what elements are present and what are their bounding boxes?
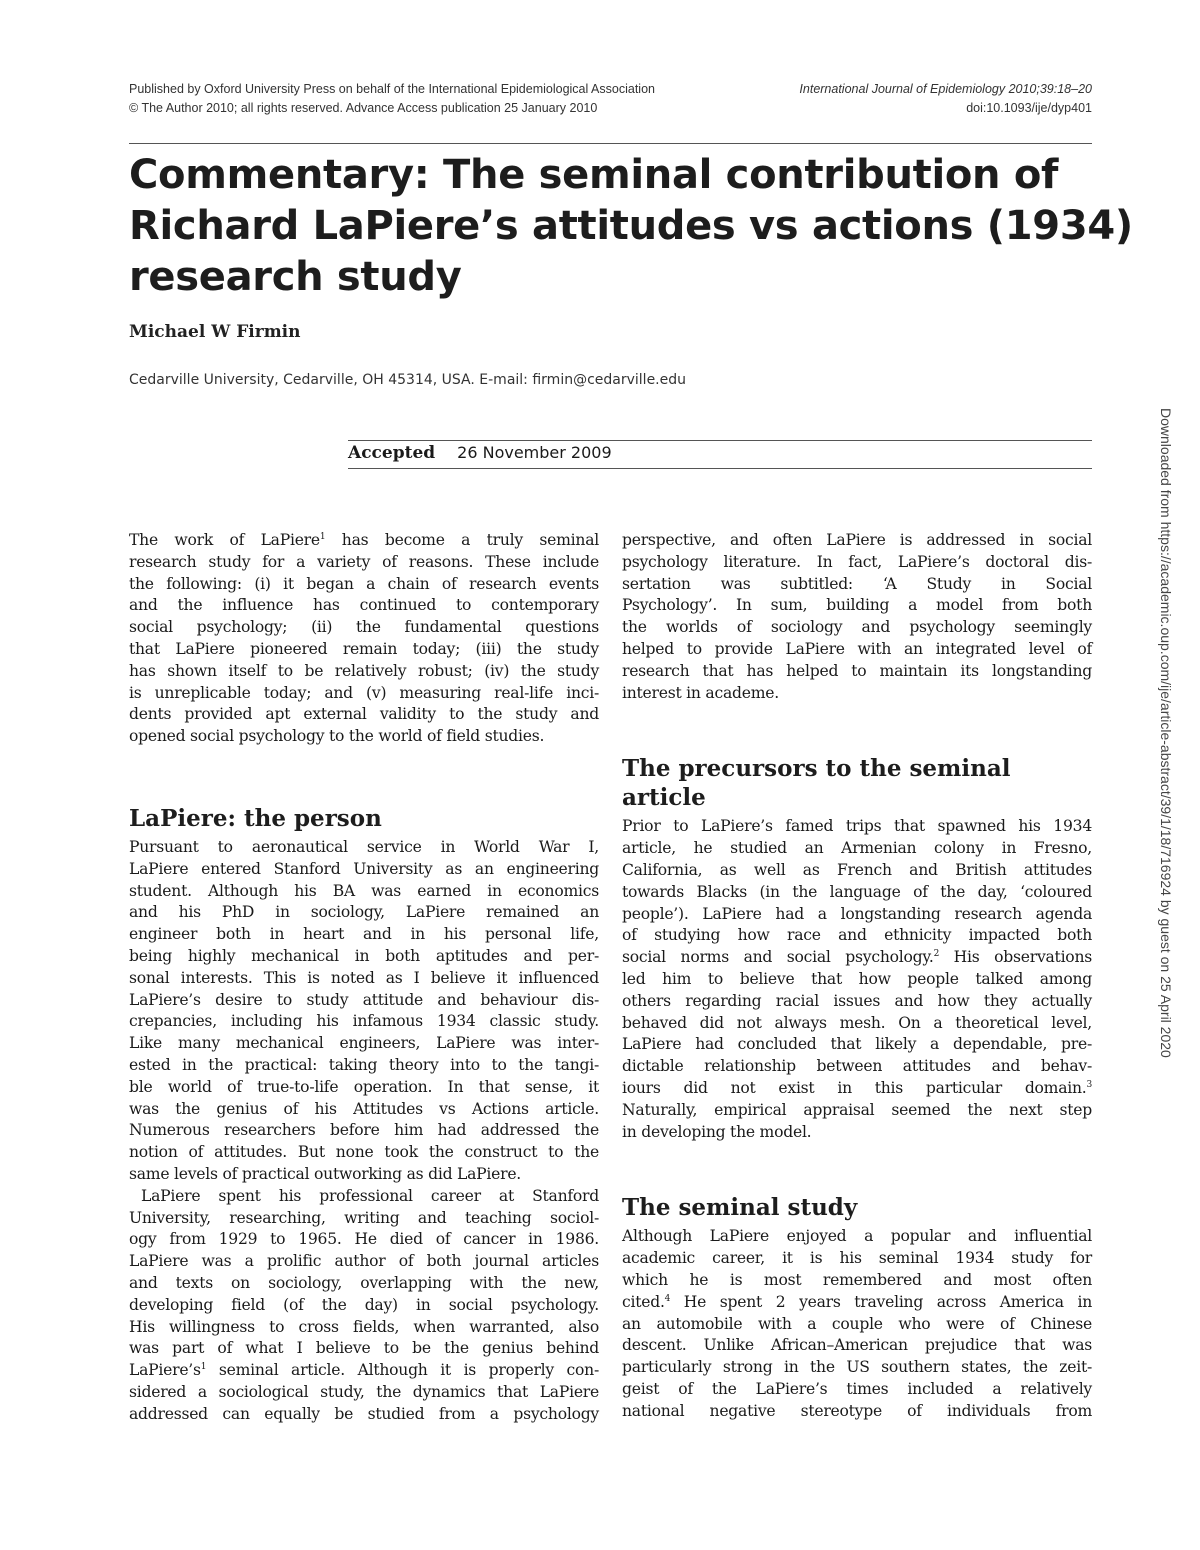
left-column [129,530,599,1425]
body-line: His willingness to cross fields, when warranted, also [129,1317,599,1336]
body-line: LaPiere’s desire to study attitude and behaviour dis- [129,990,599,1009]
header-rule [129,143,1092,144]
body-line: that LaPiere pioneered remain today; (iii) the study [129,639,599,658]
body-line: dictable relationship between attitudes and behav- [622,1057,1092,1076]
accepted-date: 26 November 2009 [457,443,612,462]
body-line: behaved did not always mesh. On a theoretical level, [622,1013,1092,1032]
author-name: Michael W Firmin [129,322,301,342]
body-line: social psychology; (ii) the fundamental questions [129,618,599,637]
publisher-line: Published by Oxford University Press on behalf of the International Epidemiological Association [129,82,655,96]
body-line: ested in the practical: taking theory into to the tangi- [129,1055,599,1074]
body-line: psychology literature. In fact, LaPiere’s doctoral dis- [622,552,1092,571]
body-line: opened social psychology to the world of field studies. [129,727,545,746]
accepted-label: Accepted [348,443,436,463]
body-line: LaPiere had concluded that likely a dependable, pre- [622,1035,1092,1054]
body-line: developing field (of the day) in social psychology. [129,1295,599,1314]
reference-superscript: 4 [664,1293,671,1304]
body-line: led him to believe that how people talked among [622,969,1092,988]
article-title [129,150,1133,303]
body-line: of studying how race and ethnicity impacted both [622,926,1092,945]
body-line: sidered a sociological study, the dynamics that LaPiere [129,1382,599,1401]
body-line: has shown itself to be relatively robust; (iv) the study [129,661,599,680]
right-column [622,530,1092,1423]
body-line: LaPiere entered Stanford University as an engineering [129,859,599,878]
body-line: cited.$^4$ He spent 2 years traveling across America in [622,1292,1092,1311]
download-watermark [1152,408,1182,1158]
body-line: student. Although his BA was earned in economics [129,881,599,900]
title-line: Richard LaPiere’s attitudes vs actions (1934) [129,203,1133,249]
author-affiliation: Cedarville University, Cedarville, OH 45314, USA. E-mail: firmin@cedarville.edu [129,372,686,388]
body-line: being highly mechanical in both aptitudes and per- [129,946,599,965]
body-line: Naturally, empirical appraisal seemed the next step [622,1100,1092,1119]
body-line: geist of the LaPiere’s times included a relatively [622,1379,1092,1398]
body-line: people’). LaPiere had a longstanding research agenda [622,904,1092,923]
body-line: California, as well as French and British attitudes [622,860,1092,879]
body-line: Psychology’. In sum, building a model from both [622,596,1092,615]
accepted-box [348,440,1092,470]
body-line: and the influence has continued to contemporary [129,596,599,615]
reference-superscript: 2 [933,948,940,959]
body-line: is unreplicable today; and (v) measuring real-life inci- [129,683,599,702]
reference-superscript: 3 [1086,1079,1092,1090]
section-heading-seminal-study: The seminal study [622,1194,858,1222]
body-line: crepancies, including his infamous 1934 classic study. [129,1012,599,1031]
body-line: was part of what I believe to be the genius behind [129,1339,599,1358]
body-line: iours did not exist in this particular domain.$^3$ [622,1078,1092,1097]
accepted-rule-bottom [348,468,1092,469]
copyright-line: © The Author 2010; all rights reserved. Advance Access publication 25 January 2010 [129,101,598,115]
download-note: Downloaded from https://academic.oup.com/ije/article-abstract/39/1/18/716924 by guest on 25 April 2020 [1158,408,1174,1058]
body-line: the worlds of sociology and psychology seemingly [622,618,1092,637]
body-line: perspective, and often LaPiere is addressed in social [622,531,1092,549]
body-line: helped to provide LaPiere with an integrated level of [622,639,1092,658]
body-line: in developing the model. [622,1122,812,1141]
body-line: University, researching, writing and teaching sociol- [129,1208,599,1227]
body-line: social norms and social psychology.$^2$ His observations [622,948,1092,967]
body-line: which he is most remembered and most often [622,1270,1092,1289]
body-line: ble world of true-to-life operation. In that sense, it [129,1077,599,1096]
body-line: descent. Unlike African–American prejudice that was [622,1336,1092,1355]
section-heading-person: LaPiere: the person [129,804,382,832]
body-line: Although LaPiere enjoyed a popular and influential [622,1227,1092,1246]
body-line: towards Blacks (in the language of the day, ‘coloured [622,882,1092,901]
body-line: academic career, it is his seminal 1934 study for [622,1249,1092,1268]
body-line: and his PhD in sociology, LaPiere remained an [129,903,599,922]
body-line: Numerous researchers before him had addressed the [129,1121,599,1140]
body-line: the following: (i) it began a chain of research events [129,574,599,593]
body-line: research that has helped to maintain its longstanding [622,661,1092,680]
body-line: ogy from 1929 to 1965. He died of cancer in 1986. [129,1230,599,1249]
body-line: Pursuant to aeronautical service in World War I, [129,837,599,856]
body-line: national negative stereotype of individuals from [622,1401,1092,1420]
body-line: interest in academe. [622,683,779,702]
body-line: particularly strong in the US southern states, the zeit- [622,1358,1092,1377]
body-line: notion of attitudes. But none took the construct to the [129,1143,599,1162]
body-line: The work of LaPiere$^1$ has become a truly seminal [129,531,599,549]
body-line: Prior to LaPiere’s famed trips that spawned his 1934 [622,817,1092,836]
title-line: research study [129,254,462,300]
running-header-left [129,80,655,118]
body-line: article, he studied an Armenian colony in Fresno, [622,839,1092,858]
body-line: LaPiere was a prolific author of both journal articles [129,1252,599,1271]
title-line: Commentary: The seminal contribution of [129,152,1059,198]
journal-citation: International Journal of Epidemiology 2010;39:18–20 [799,82,1092,96]
body-line: same levels of practical outworking as did LaPiere. [129,1164,522,1183]
body-line: engineer both in heart and in his personal life, [129,925,599,944]
body-line: addressed can equally be studied from a psychology [129,1404,599,1423]
body-line: and texts on sociology, overlapping with the new, [129,1273,599,1292]
body-line: an automobile with a couple who were of Chinese [622,1314,1092,1333]
section-heading-precursors: The precursors to the seminal article [622,755,1011,812]
running-header-right [799,80,1092,118]
body-line: Like many mechanical engineers, LaPiere was inter- [129,1034,599,1053]
body-line: sonal interests. This is noted as I believe it influenced [129,968,599,987]
reference-superscript: 1 [319,531,326,542]
body-line: research study for a variety of reasons. These include [129,552,599,571]
body-line: sertation was subtitled: ‘A Study in Social [622,574,1092,593]
body-line: others regarding racial issues and how they actually [622,991,1092,1010]
body-line: LaPiere spent his professional career at Stanford [141,1186,599,1205]
body-line: was the genius of his Attitudes vs Actions article. [129,1099,599,1118]
body-line: $LaPiere’s^1$ seminal article. Although it is properly con- [129,1361,599,1380]
doi: doi:10.1093/ije/dyp401 [966,101,1092,115]
body-line: dents provided apt external validity to the study and [129,705,599,724]
reference-superscript: 1 [200,1361,207,1372]
